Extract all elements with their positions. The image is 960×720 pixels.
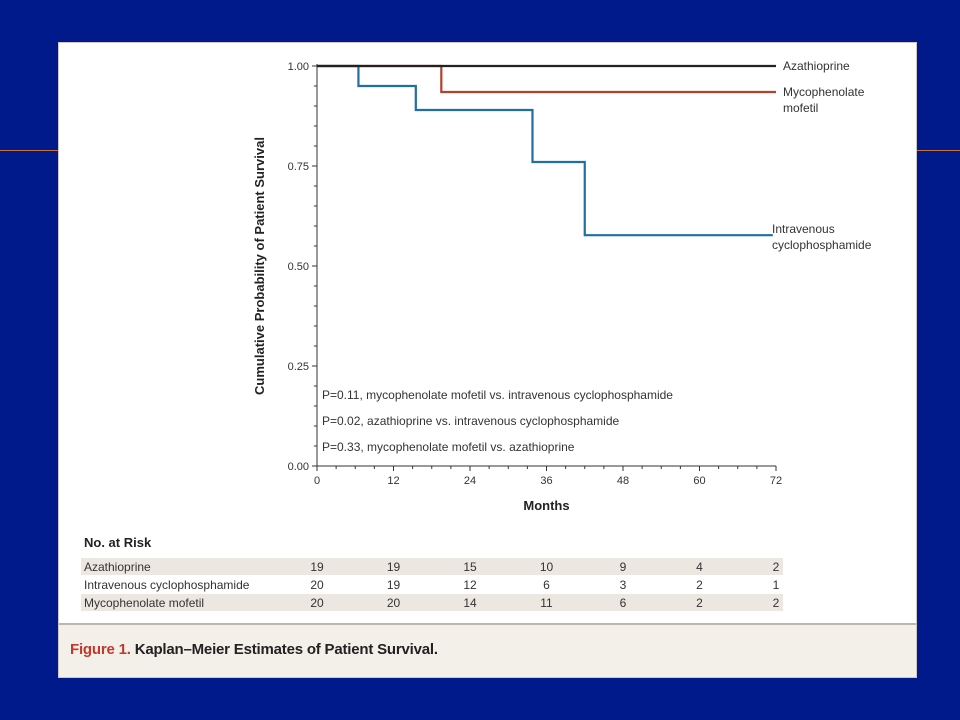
series-label-cyclophosphamide: Intravenous <box>772 222 835 237</box>
series-label-cyclophosphamide: cyclophosphamide <box>772 238 872 253</box>
y-axis-title: Cumulative Probability of Patient Survival <box>252 137 267 395</box>
y-tick-label: 0.50 <box>287 261 309 273</box>
at-risk-value: 9 <box>619 560 627 574</box>
at-risk-value: 11 <box>540 596 553 610</box>
figure-panel <box>58 42 917 678</box>
at-risk-value: 19 <box>386 578 401 592</box>
caption-bar <box>59 623 916 677</box>
at-risk-value: 20 <box>386 596 401 610</box>
series-label-azathioprine: Azathioprine <box>783 59 850 73</box>
at-risk-value: 6 <box>543 578 550 592</box>
x-tick-label: 72 <box>769 475 783 487</box>
at-risk-value: 1 <box>772 578 780 592</box>
at-risk-value: 2 <box>696 578 703 592</box>
at-risk-row-name: Azathioprine <box>84 560 151 574</box>
at-risk-value: 2 <box>772 560 780 574</box>
title-rule-right <box>916 150 960 151</box>
kaplan-meier-chart <box>59 43 916 623</box>
series-label-mycophenolate: Mycophenolate <box>783 85 865 99</box>
at-risk-value: 20 <box>310 578 324 592</box>
y-tick-label: 0.75 <box>287 161 309 173</box>
x-tick-label: 48 <box>616 475 630 487</box>
survival-curves <box>317 66 776 235</box>
y-tick-label: 1.00 <box>287 61 309 73</box>
x-tick-label: 60 <box>693 475 706 487</box>
p-value-annotations <box>322 388 673 454</box>
at-risk-row-band <box>81 558 783 575</box>
x-tick-label: 36 <box>540 475 553 487</box>
at-risk-title: No. at Risk <box>84 535 152 550</box>
at-risk-value: 14 <box>463 596 477 610</box>
at-risk-value: 2 <box>772 596 780 610</box>
at-risk-value: 10 <box>539 560 554 574</box>
at-risk-row-name: Intravenous cyclophosphamide <box>84 578 250 592</box>
x-tick-label: 12 <box>387 475 400 487</box>
figure-title: Kaplan–Meier Estimates of Patient Survival. <box>134 641 438 658</box>
y-tick-label: 0.25 <box>287 361 309 373</box>
at-risk-value: 19 <box>386 560 401 574</box>
x-axis-title: Months <box>523 498 570 513</box>
figure-caption <box>70 641 438 658</box>
at-risk-value: 2 <box>696 596 703 610</box>
title-rule-left <box>0 150 60 151</box>
at-risk-row-name: Mycophenolate mofetil <box>84 596 205 610</box>
series-label-mycophenolate: mofetil <box>783 101 819 115</box>
p-value-annotation: P=0.02, azathioprine vs. intravenous cyclophosphamide <box>322 414 620 428</box>
x-tick-label: 24 <box>463 475 477 487</box>
p-value-annotation: P=0.33, mycophenolate mofetil vs. azathioprine <box>322 440 575 454</box>
at-risk-value: 6 <box>619 596 627 610</box>
survival-line-mycophenolate <box>317 66 776 92</box>
at-risk-value: 3 <box>619 578 627 592</box>
at-risk-value: 19 <box>310 560 324 574</box>
series-labels <box>772 59 872 252</box>
at-risk-value: 12 <box>463 578 477 592</box>
at-risk-value: 20 <box>310 596 324 610</box>
at-risk-value: 4 <box>696 560 703 574</box>
at-risk-value: 15 <box>463 560 477 574</box>
p-value-annotation: P=0.11, mycophenolate mofetil vs. intravenous cyclophosphamide <box>322 388 673 402</box>
x-tick-label: 0 <box>313 475 321 487</box>
figure-label: Figure 1. <box>70 641 131 658</box>
y-tick-label: 0.00 <box>287 461 309 473</box>
